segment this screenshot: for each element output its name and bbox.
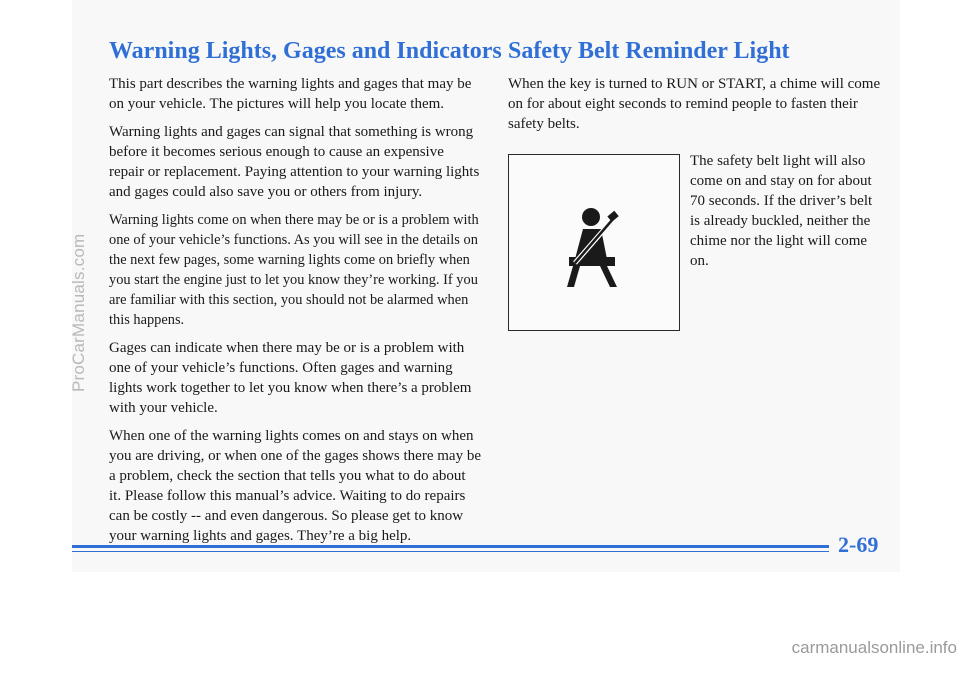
bottom-watermark: carmanualsonline.info — [791, 638, 957, 657]
section-heading-warning-lights: Warning Lights, Gages and Indicators — [109, 38, 502, 64]
paragraph-gages: Gages can indicate when there may be or is a problem with one of your vehicle’s functions. Often gages and warning lights work together to let you know when there’s a problem with your vehicle. — [109, 340, 472, 416]
paragraph-intro: This part describes the warning lights and gages that may be on your vehicle. The pictures will help you locate them. — [109, 76, 472, 112]
paragraph-warning-lights: Warning lights come on when there may be or is a problem with one of your vehicle’s functions. As you will see in the details on the next few pages, some warning lights come on briefly when you start the engine just to let you know they’re working. If you are familiar with this section, you should not be alarmed when this happens. — [109, 212, 479, 328]
left-column — [109, 34, 502, 554]
page-number: 2-69 — [838, 532, 879, 557]
safety-belt-icon — [561, 207, 625, 291]
belt-illustration-row — [508, 154, 888, 334]
paragraph-advice: When one of the warning lights comes on and stays on when you are driving, or when one of the gages shows there may be a problem, check the section that tells you what to do about it. Please follow this manual’s advice. Waiting to do repairs can be costly -- and even dangerous. So please get to know your warning lights and gages. They’re a big help. — [109, 428, 481, 544]
footer-rule-thin — [72, 551, 829, 552]
paragraph-signal: Warning lights and gages can signal that something is wrong before it becomes serious enough to cause an expensive repair or replacement. Paying attention to your warning lights and gages could also save you or others from injury. — [109, 124, 480, 200]
side-watermark-text: ProCarManuals.com — [69, 233, 88, 392]
belt-light-illustration — [508, 154, 680, 331]
paragraph-belt-intro: When the key is turned to RUN or START, a chime will come on for about eight seconds to remind people to fasten their safety belts. — [508, 76, 881, 132]
belt-text-block — [690, 151, 882, 271]
right-column — [508, 34, 888, 334]
section-heading-safety-belt: Safety Belt Reminder Light — [508, 38, 790, 64]
paragraph-belt-description: The safety belt light will also come on and stay on for about 70 seconds. If the driver’s belt is already buckled, neither the chime nor the light will come on. — [690, 153, 873, 269]
footer-rule-thick — [72, 545, 829, 548]
